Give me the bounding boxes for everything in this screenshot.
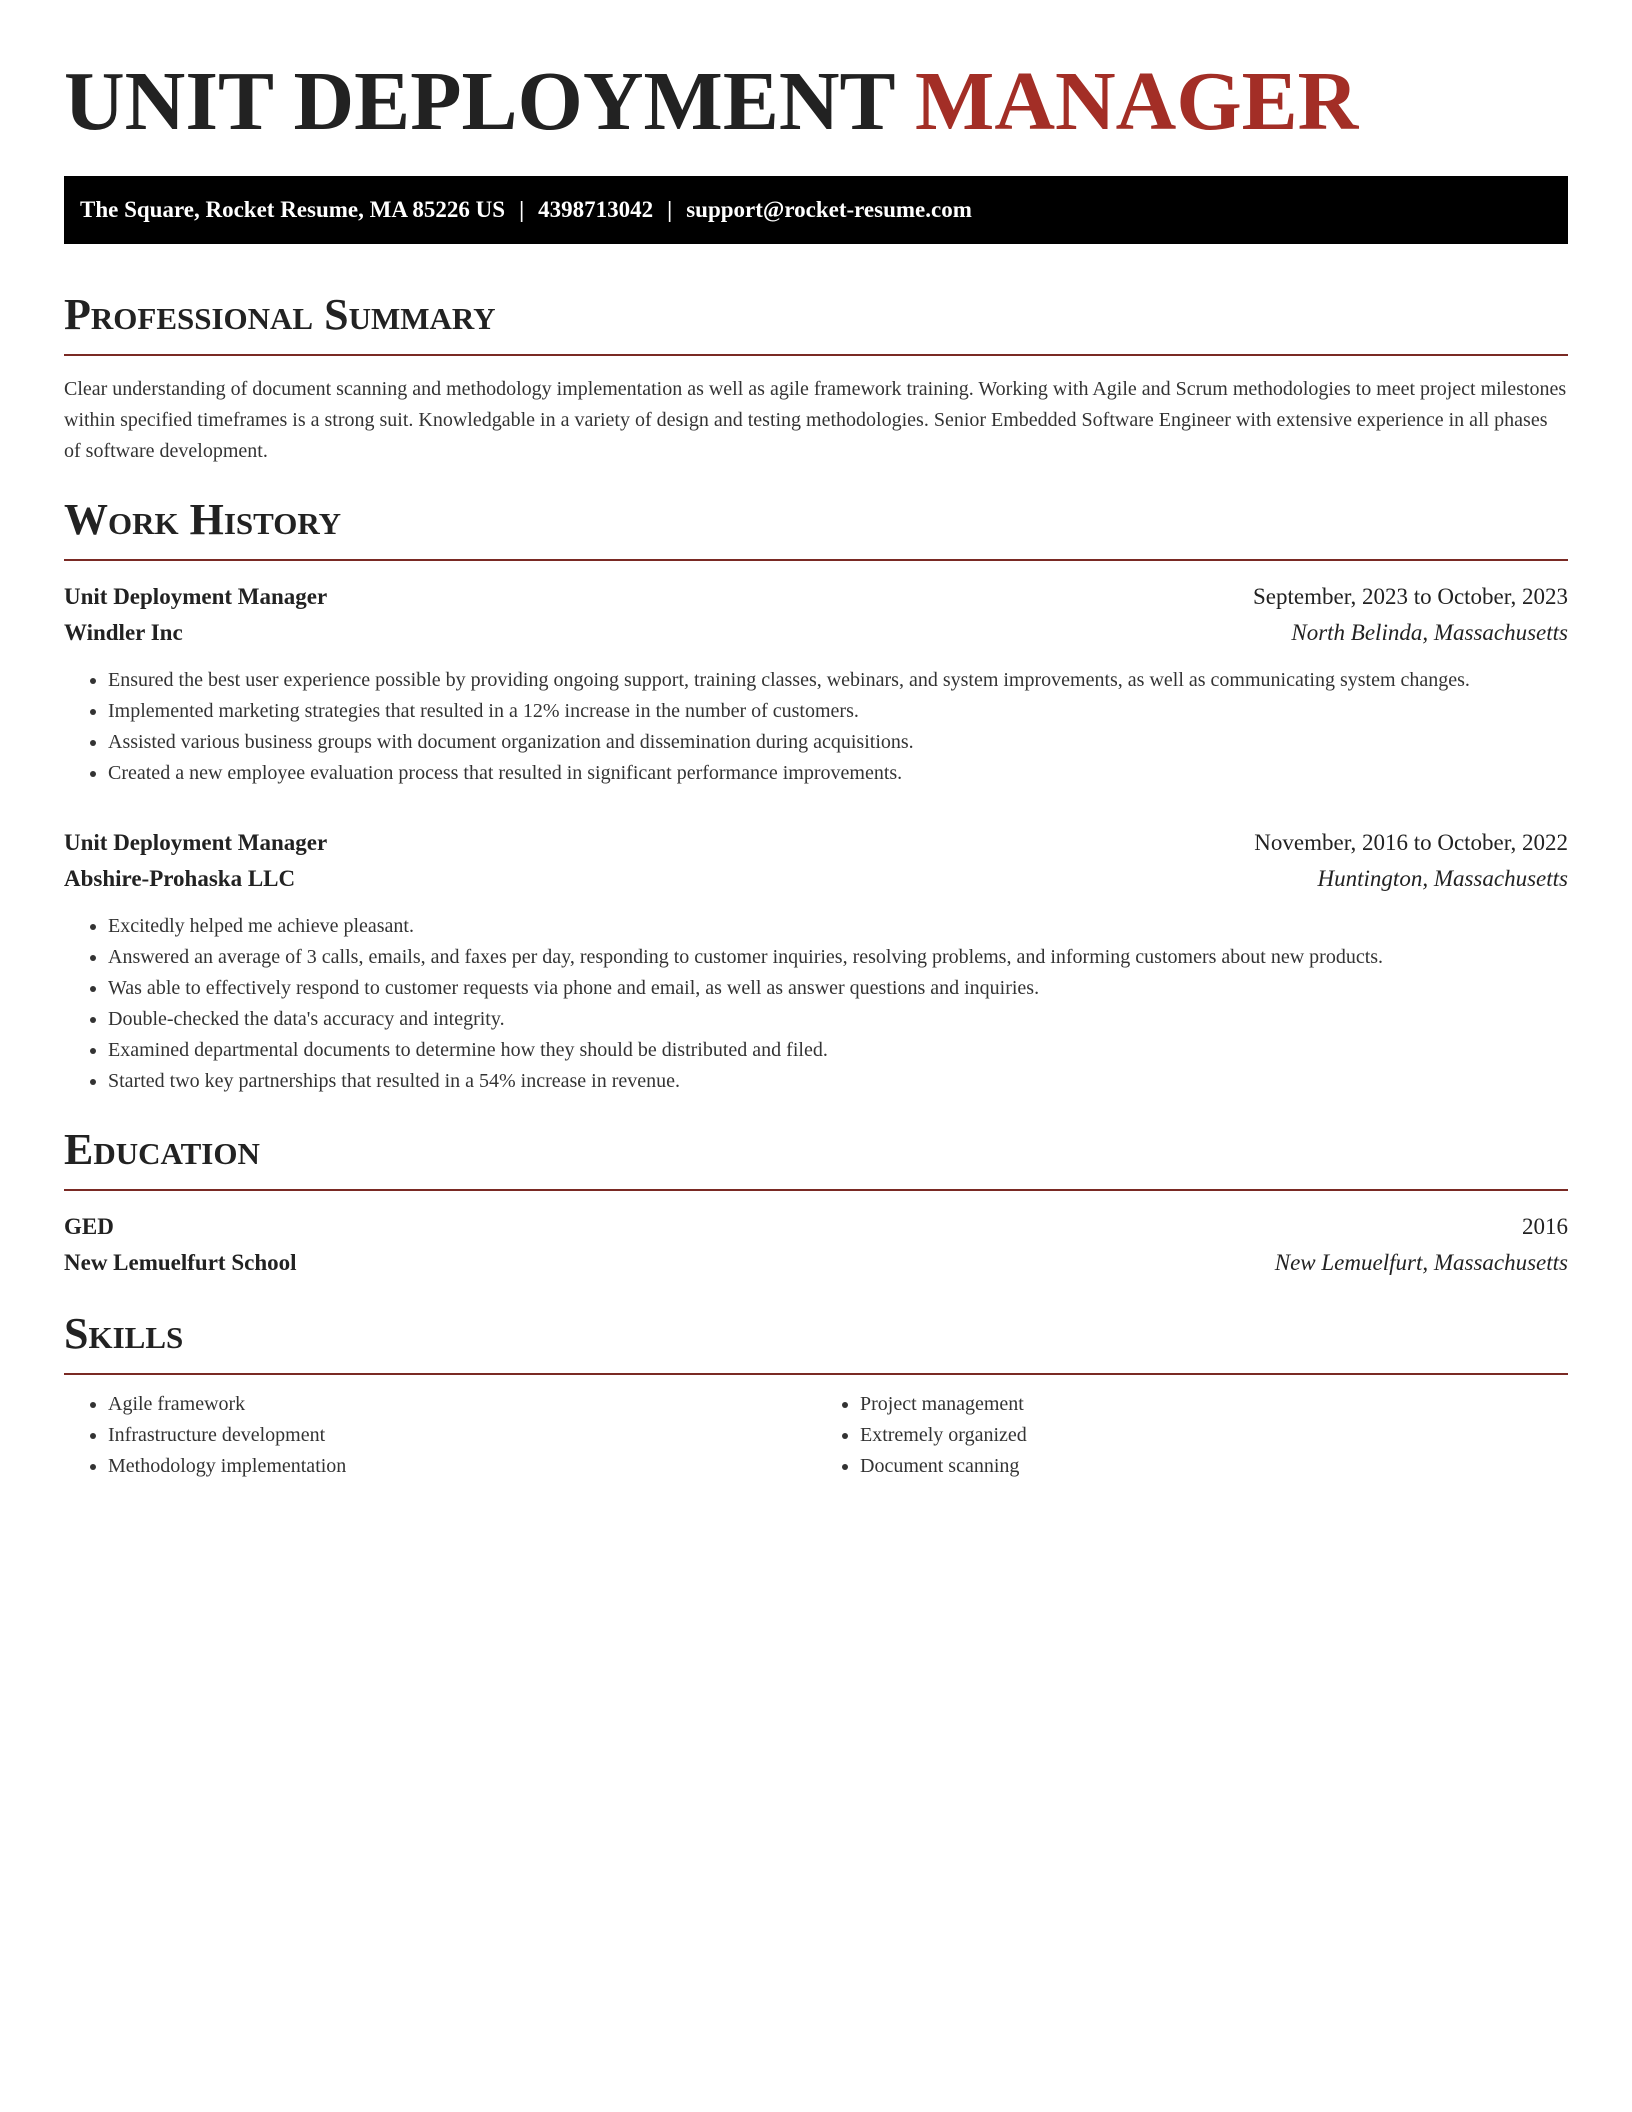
job-company-row bbox=[64, 861, 1568, 897]
job-dates: November, 2016 to October, 2022 bbox=[1254, 830, 1568, 855]
job-company-row bbox=[64, 615, 1568, 651]
job-company: Abshire-Prohaska LLC bbox=[64, 866, 296, 891]
job-dates: September, 2023 to October, 2023 bbox=[1253, 584, 1568, 609]
job-bullet: • Created a new employee evaluation process that resulted in significant performance improvements. bbox=[108, 758, 1568, 789]
job-bullets bbox=[64, 665, 1568, 789]
job-role: Unit Deployment Manager bbox=[64, 584, 328, 609]
summary-section bbox=[64, 290, 1568, 467]
job-location: Huntington, Massachusetts bbox=[1317, 866, 1568, 891]
work-history-title: Work History bbox=[64, 495, 1568, 561]
name-primary: UNIT DEPLOYMENT bbox=[64, 55, 895, 148]
skill-item: • Methodology implementation bbox=[108, 1451, 816, 1482]
work-history-section bbox=[64, 495, 1568, 1097]
job-header-row bbox=[64, 579, 1568, 615]
education-title: Education bbox=[64, 1125, 1568, 1191]
education-school: New Lemuelfurt School bbox=[64, 1250, 297, 1275]
education-school-row bbox=[64, 1245, 1568, 1281]
summary-text: Clear understanding of document scanning and methodology implementation as well as agile framework training. Working with Agile and Scrum methodologies to meet project milestones within specified timeframes is a strong suit. Knowledgable in a variety of design and testing methodologies. Senior Embedded Software Engineer with extensive experience in all phases of software development. bbox=[64, 378, 1567, 462]
skill-item: • Project management bbox=[860, 1389, 1568, 1420]
education-location: New Lemuelfurt, Massachusetts bbox=[1274, 1250, 1568, 1275]
job-bullet: • Excitedly helped me achieve pleasant. bbox=[108, 911, 1568, 942]
job-role: Unit Deployment Manager bbox=[64, 830, 328, 855]
job-bullet: • Double-checked the data's accuracy and integrity. bbox=[108, 1004, 1568, 1035]
job-header-row bbox=[64, 825, 1568, 861]
skills-right-list bbox=[816, 1389, 1568, 1482]
job-company: Windler Inc bbox=[64, 620, 183, 645]
education-section bbox=[64, 1125, 1568, 1281]
skill-item: • Extremely organized bbox=[860, 1420, 1568, 1451]
name-accent: MANAGER bbox=[915, 55, 1359, 148]
job-bullet: • Implemented marketing strategies that resulted in a 12% increase in the number of customers. bbox=[108, 696, 1568, 727]
education-entry bbox=[64, 1209, 1568, 1281]
skills-title: Skills bbox=[64, 1309, 1568, 1375]
job-entry bbox=[64, 579, 1568, 789]
education-header-row bbox=[64, 1209, 1568, 1245]
job-bullet: • Assisted various business groups with document organization and dissemination during acquisitions. bbox=[108, 727, 1568, 758]
job-bullet: • Examined departmental documents to determine how they should be distributed and filed. bbox=[108, 1035, 1568, 1066]
education-year: 2016 bbox=[1522, 1214, 1568, 1239]
skill-item: • Document scanning bbox=[860, 1451, 1568, 1482]
skills-columns bbox=[64, 1389, 1568, 1482]
job-entry bbox=[64, 825, 1568, 1097]
skills-section bbox=[64, 1309, 1568, 1482]
job-bullet: • Was able to effectively respond to customer requests via phone and email, as well as answer questions and inquiries. bbox=[108, 973, 1568, 1004]
education-degree: GED bbox=[64, 1214, 114, 1239]
job-location: North Belinda, Massachusetts bbox=[1291, 620, 1568, 645]
contact-bar bbox=[64, 176, 1568, 244]
skill-item: • Agile framework bbox=[108, 1389, 816, 1420]
job-bullets bbox=[64, 911, 1568, 1097]
summary-title: Professional Summary bbox=[64, 290, 1568, 356]
skill-item: • Infrastructure development bbox=[108, 1420, 816, 1451]
job-bullet: • Started two key partnerships that resulted in a 54% increase in revenue. bbox=[108, 1066, 1568, 1097]
job-bullet: • Answered an average of 3 calls, emails, and faxes per day, responding to customer inquiries, resolving problems, and informing customers about new products. bbox=[108, 942, 1568, 973]
resume-name bbox=[64, 52, 1568, 152]
contact-separator: | bbox=[519, 197, 525, 222]
contact-phone: 4398713042 bbox=[538, 197, 654, 222]
contact-address: The Square, Rocket Resume, MA 85226 US bbox=[80, 197, 506, 222]
skills-left-list bbox=[64, 1389, 816, 1482]
job-bullet: • Ensured the best user experience possible by providing ongoing support, training classes, webinars, and system improvements, as well as communicating system changes. bbox=[108, 665, 1568, 696]
resume-page bbox=[64, 52, 1568, 1482]
contact-email: support@rocket-resume.com bbox=[686, 197, 972, 222]
contact-separator: | bbox=[667, 197, 673, 222]
